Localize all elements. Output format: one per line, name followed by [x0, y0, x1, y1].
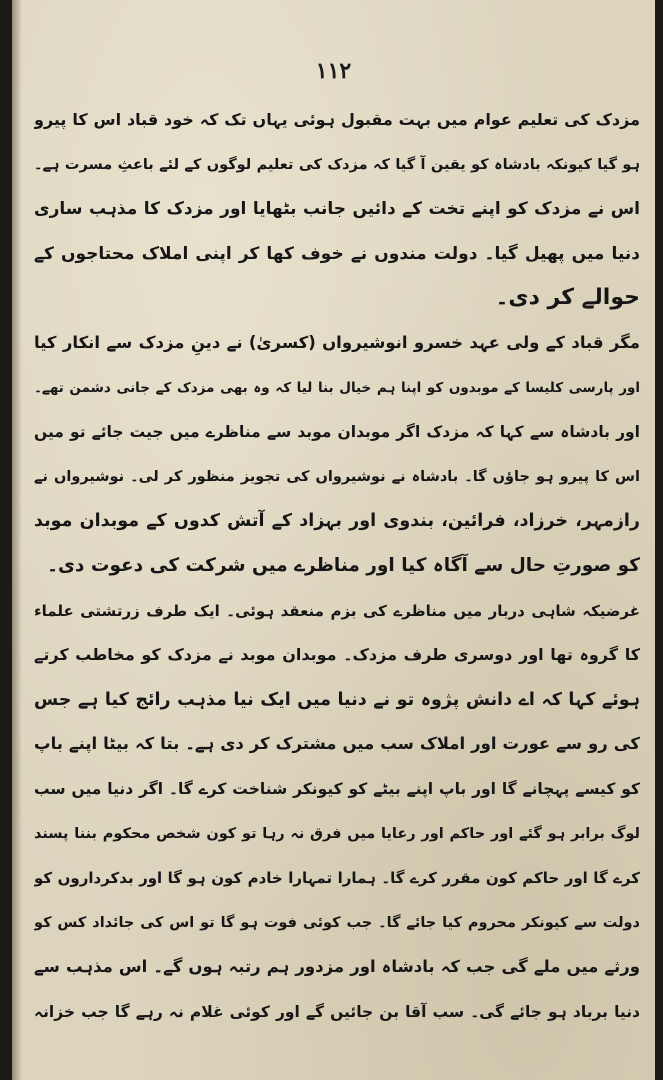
text-line: دنیا میں پھیل گیا۔ دولت مندوں نے خوف کھا کر اپنی املاک محتاجوں کے — [34, 243, 640, 264]
text-line: رازمہر، خرزاد، فرائین، بندوی اور بہزاد کے آتش کدوں کے موبدان موبد — [34, 511, 640, 532]
text-line: اور پارسی کلیسا کے موبدوں کو اپنا ہم خیال بنا لیا کہ وہ بھی مزدک کے جانی دشمن تھے۔ — [34, 379, 640, 396]
text-line: ہو گیا کیونکہ بادشاہ کو یقین آ گیا کہ مزدک کی تعلیم لوگوں کے لئے باعثِ مسرت ہے۔ — [34, 156, 640, 173]
text-line: کا گروہ تھا اور دوسری طرف مزدک۔ موبدان موبد نے مزدک کو مخاطب کرتے — [34, 645, 640, 665]
text-line: کی رو سے عورت اور املاک سب میں مشترک کر دی ہے۔ بتا کہ بیٹا اپنے باپ — [34, 734, 640, 754]
body-text — [34, 98, 640, 1034]
text-line: اس کا پیرو ہو جاؤں گا۔ بادشاہ نے نوشیرواں کی تجویز منظور کر لی۔ نوشیرواں نے — [34, 468, 640, 485]
text-line: ورثے میں ملے گی جب کہ بادشاہ اور مزدور ہم رتبہ ہوں گے۔ اس مذہب سے — [34, 957, 640, 977]
text-line: کو صورتِ حال سے آگاہ کیا اور مناظرے میں شرکت کی دعوت دی۔ — [47, 554, 640, 576]
book-page — [12, 0, 655, 1080]
page-binding-shadow — [12, 0, 22, 1080]
text-line: غرضیکہ شاہی دربار میں مناظرے کی بزم منعقد ہوئی۔ ایک طرف زرتشتی علماء — [34, 601, 640, 620]
text-line: ہوئے کہا کہ اے دانش پژوہ تو نے دنیا میں ایک نیا مذہب رائج کیا ہے جس — [34, 689, 640, 710]
text-line: اس نے مزدک کو اپنے تخت کے دائیں جانب بٹھایا اور مزدک کا مذہب ساری — [34, 199, 640, 220]
text-line: لوگ برابر ہو گئے اور حاکم اور رعایا میں فرق نہ رہا تو کون شخص محکوم بننا پسند — [34, 825, 640, 842]
text-line: مگر قباد کے ولی عہد خسرو انوشیرواں (کسریٰ) نے دینِ مزدک سے انکار کیا — [34, 332, 640, 352]
text-line: حوالے کر دی۔ — [495, 285, 640, 311]
text-line: کرے گا اور حاکم کون مقرر کرے گا۔ ہمارا تمہارا خادم کون ہو گا اور بدکرداروں کو — [34, 869, 640, 888]
text-line: اور بادشاہ سے کہا کہ مزدک اگر موبدان موبد سے مناظرے میں جیت جائے تو میں — [34, 423, 640, 442]
text-line: کو کیسے پہچانے گا اور باپ اپنے بیٹے کو کیونکر شناخت کرے گا۔ اگر دنیا میں سب — [34, 779, 640, 798]
page-number: ۱۱۲ — [315, 58, 352, 84]
text-line: دولت سے کیونکر محروم کیا جائے گا۔ جب کوئی فوت ہو گا تو اس کی جائداد کس کو — [34, 914, 640, 931]
text-line: مزدک کی تعلیم عوام میں بہت مقبول ہوئی یہاں تک کہ خود قباد اس کا پیرو — [34, 110, 640, 129]
text-line: دنیا برباد ہو جائے گی۔ سب آقا بن جائیں گے اور کوئی غلام نہ رہے گا جب خزانہ — [34, 1002, 640, 1021]
